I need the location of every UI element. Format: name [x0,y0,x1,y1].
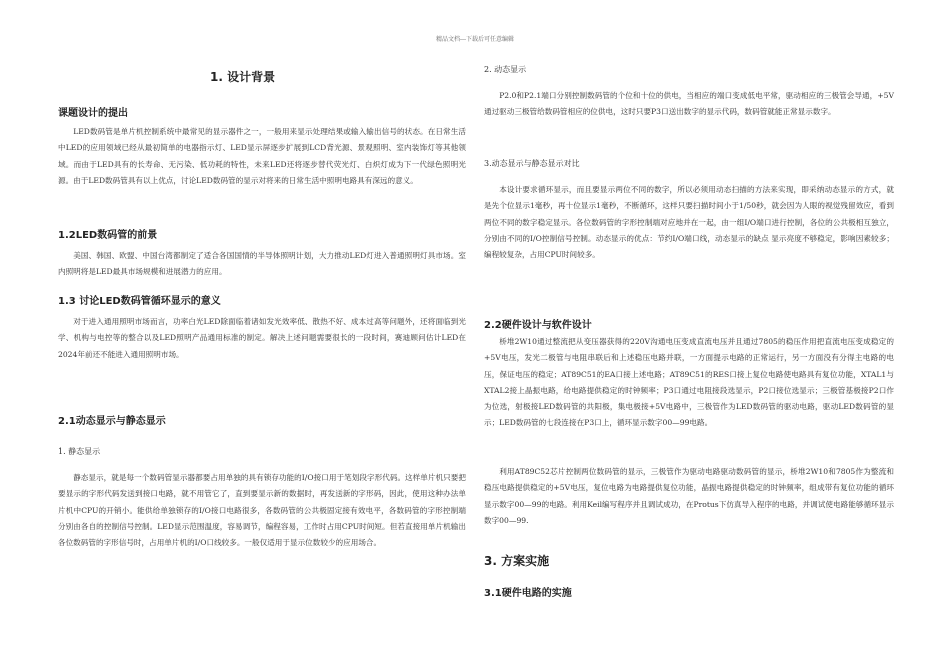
paragraph-1-3: 对于进入通用照明市场而言，功率白光LED除面临着诸如发光效率低、散热不好、成本过高等问题外，还将面临到光学、机构与电控等的整合以及LED照明产品通用标准的制定。解决上述问题需要很长的一段时间，赛迪顾问估计LED在2024年前还不能进入通用照明市场。 [58,317,466,359]
subheading-dynamic: 2. 动态显示 [484,65,527,74]
paragraph-1-2: 美国、韩国、欧盟、中国台湾都制定了适合各国国情的半导体照明计划，大力推动LED灯进入普通照明灯具市场。室内照明将是LED最具市场规模和进展潜力的应用。 [58,251,466,277]
heading-intro: 课题设计的提出 [58,108,128,119]
paragraph-2-2-b: 利用AT89C52芯片控制两位数码管的显示，三极管作为驱动电路驱动数码管的显示，桥堆2W10和7805作为整流和稳压电路提供稳定的+5V电压，复位电路为电路提供复位功能，晶振电路提供稳定的时钟频率，组成带有复位功能的循环显示数字00—99的电路。利用Keil编写程序并且调试成功，在Protus下仿真导入程序的电路，并调试使电路能够循环显示数字00—99. [484,467,894,525]
subheading-static: 1. 静态显示 [58,447,101,456]
subheading-compare: 3.动态显示与静态显示对比 [484,159,580,168]
paragraph-2-2-a: 桥堆2W10通过整流把从变压器获得的220V沟通电压变成直流电压并且通过7805的稳压作用把直流电压变成稳定的+5V电压，发光二极管与电阻串联后和上述稳压电路并联，一方面提示电路的正常运行，另一方面没有分得主电路的电压，保证电压的稳定；AT89C51的EA口接上述电路；AT89C51的RES口接上复位电路使电路具有复位功能，XTAL1与XTAL2接上晶振电路，给电路提供稳定的时钟频率；P3口通过电阻接段选显示，P2口接位选显示；三极管基极接P2口作为位选，射极接LED数码管的共阳极，集电极接+5V电路中，三极管作为LED数码管的驱动电路，驱动LED数码管的显示；LED数码管的七段连接在P3口上，循环显示数字00—99电路。 [484,337,894,428]
heading-2-2: 2.2硬件设计与软件设计 [484,320,592,331]
heading-2-1: 2.1动态显示与静态显示 [58,416,166,427]
paragraph-intro: LED数码管是单片机控制系统中最常见的显示器件之一，一般用来显示处理结果或输入输出信号的状态。在日常生活中LED的应用领域已经从最初简单的电器指示灯、LED显示屏逐步扩展到LCD背光源、景观照明、室内装饰灯等其他领域。而由于LED具有的长寿命、无污染、低功耗的特性，未来LED还将逐步替代荧光灯、白炽灯成为下一代绿色照明光源。由于LED数码管具有以上优点，讨论LED数码管的显示对将来的日常生活中照明电路具有深远的意义。 [58,127,466,185]
heading-3-1: 3.1硬件电路的实施 [484,588,572,599]
page-header: 精品文档---下载后可任意编辑 [435,36,515,43]
heading-1-3: 1.3 讨论LED数码管循环显示的意义 [58,296,221,307]
section-title-3: 3. 方案实施 [484,554,550,568]
paragraph-static: 静态显示，就是每一个数码管显示器都要占用单独的具有锁存功能的I/O接口用于笔划段字形代码。这样单片机只要把要显示的字形代码发送到接口电路，就不用管它了，直到要显示新的数据时，再发送新的字形码，因此，使用这种办法单片机中CPU的开销小。能供给单独锁存的I/O接口电路很多，各数码管的公共极固定接有效电平，各数码管的字形控制端分别由各自的控制信号控制。LED显示范围温度，容易调节，编程容易，工作时占用CPU时间短。但若直接用单片机输出各位数码管的字形信号时，占用单片机的I/O口线较多。一般仅适用于显示位数较少的应用场合。 [58,473,466,548]
section-title-1: 1. 设计背景 [210,70,276,84]
heading-1-2: 1.2LED数码管的前景 [58,230,158,241]
paragraph-compare: 本设计要求循环显示，而且要显示两位不同的数字，所以必须用动态扫描的方法来实现，即采纳动态显示的方式，就是先个位显示1毫秒，再十位显示1毫秒，不断循环，这样只要扫描时间小于1/50秒，就会因为人眼的视觉残留效应，看到两位不同的数字稳定显示。各位数码管的字形控制端对应地并在一起，由一组I/O端口进行控制，各位的公共极相互独立，分别由不同的I/O控制信号控制。动态显示的优点：节约I/O端口线，动态显示的缺点 显示亮度不够稳定，影响因素较多；编程较复杂，占用CPU时间较多。 [484,185,894,260]
paragraph-dynamic: P2.0和P2.1端口分别控制数码管的个位和十位的供电，当相应的端口变成低电平常，驱动相应的三极管会导通，+5V通过驱动三极管给数码管相应的位供电，这时只要P3口送出数字的显示代码，数码管就能正常显示数字。 [484,91,894,117]
